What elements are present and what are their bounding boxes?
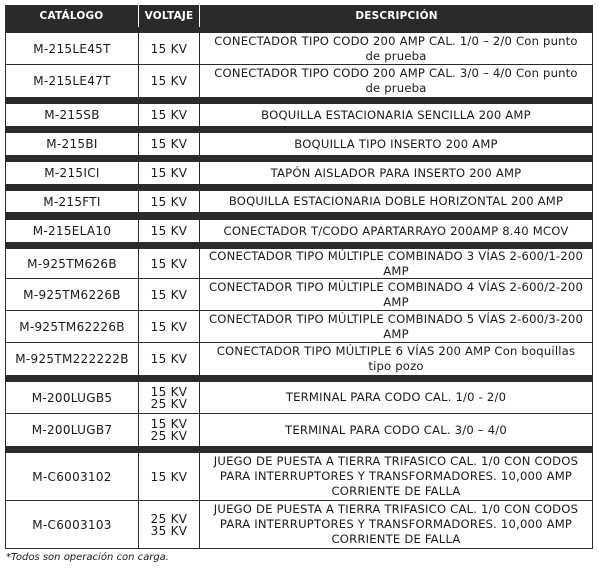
- voltage-cell: [139, 65, 200, 97]
- catalog-cell: M-C6003102: [6, 453, 139, 500]
- catalog-cell: M-925TM62226B: [6, 311, 139, 342]
- voltage-cell: [139, 133, 200, 155]
- voltage-value: 15 KV: [150, 319, 188, 334]
- voltage-value: 15 KV: [150, 352, 188, 366]
- table-header: [5, 5, 593, 27]
- voltage-cell: [139, 104, 200, 126]
- table-row: [5, 65, 593, 97]
- voltage-value: 15 KV: [150, 417, 188, 431]
- row-separator: [5, 97, 593, 104]
- description-cell: BOQUILLA ESTACIONARIA DOBLE HORIZONTAL 200 AMP: [228, 194, 564, 208]
- catalog-cell: M-215ICI: [6, 162, 139, 184]
- footnote: *Todos son operación con carga.: [6, 552, 169, 563]
- voltage-cell: [139, 501, 200, 548]
- header-catalog: CATÁLOGO: [5, 5, 139, 27]
- table-row: [5, 162, 593, 184]
- description-cell: CONECTADOR TIPO CODO 200 AMP CAL. 3/0 – 4/0 Con punto de prueba: [214, 66, 578, 95]
- row-separator: [5, 126, 593, 133]
- voltage-cell: [139, 249, 200, 278]
- description-cell: CONECTADOR TIPO MÚLTIPLE COMBINADO 3 VÍAS 2-600/1-200 AMP: [208, 248, 584, 278]
- description-cell: TERMINAL PARA CODO CAL. 1/0 - 2/0: [285, 390, 507, 404]
- voltage-cell: [139, 414, 200, 446]
- voltage-value: 15 KV: [150, 74, 188, 88]
- voltage-value: 15 KV: [150, 166, 188, 180]
- table-row: [5, 191, 593, 213]
- voltage-value: 15 KV: [150, 469, 188, 484]
- voltage-cell: [139, 191, 200, 212]
- description-cell: BOQUILLA ESTACIONARIA SENCILLA 200 AMP: [261, 107, 531, 122]
- header-description: DESCRIPCIÓN: [355, 10, 438, 22]
- voltage-value: 15 KV: [150, 224, 188, 238]
- voltage-value: 25 KV: [150, 429, 188, 443]
- voltage-value: 25 KV: [150, 511, 188, 526]
- catalog-cell: M-200LUGB7: [6, 414, 139, 446]
- table-row: [5, 104, 593, 126]
- voltage-value: 25 KV: [150, 396, 188, 411]
- voltage-value: 15 KV: [150, 137, 188, 151]
- catalog-cell: M-215SB: [6, 104, 139, 126]
- description-cell: TERMINAL PARA CODO CAL. 3/0 – 4/0: [285, 422, 507, 437]
- voltage-value: 15 KV: [150, 41, 188, 56]
- description-cell: CONECTADOR T/CODO APARTARRAYO 200AMP 8.40 MCOV: [223, 223, 569, 238]
- description-cell: TAPÓN AISLADOR PARA INSERTO 200 AMP: [270, 165, 522, 180]
- voltage-cell: [139, 382, 200, 413]
- voltage-cell: [139, 311, 200, 342]
- table-row: [5, 249, 593, 279]
- voltage-cell: [139, 279, 200, 310]
- voltage-value: 35 KV: [150, 523, 188, 538]
- catalog-cell: M-925TM6226B: [6, 279, 139, 310]
- description-cell: JUEGO DE PUESTA A TIERRA TRIFASICO CAL. 1/0 CON CODOS PARA INTERRUPTORES Y TRANSFORMADORES. 10,000 AMP CORRIENTE DE FALLA: [213, 454, 579, 498]
- description-cell: JUEGO DE PUESTA A TIERRA TRIFASICO CAL. 1/0 CON CODOS PARA INTERRUPTORES Y TRANSFORMADORES. 10,000 AMP CORRIENTE DE FALLA: [213, 502, 579, 546]
- catalog-cell: M-925TM626B: [6, 249, 139, 278]
- voltage-cell: [139, 33, 200, 64]
- catalog-cell: M-C6003103: [6, 501, 139, 548]
- catalog-cell: M-925TM222222B: [6, 343, 139, 375]
- table-row: [5, 220, 593, 242]
- row-separator: [5, 213, 593, 220]
- row-separator: [5, 375, 593, 382]
- description-cell: CONECTADOR TIPO MÚLTIPLE COMBINADO 4 VÍAS 2-600/2-200 AMP: [208, 279, 584, 309]
- voltage-value: 15 KV: [150, 194, 188, 209]
- catalog-cell: M-215BI: [6, 133, 139, 155]
- description-cell: CONECTADOR TIPO MÚLTIPLE COMBINADO 5 VÍAS 2-600/3-200 AMP: [208, 311, 584, 341]
- voltage-value: 15 KV: [150, 256, 188, 271]
- table-row: [5, 382, 593, 414]
- catalog-cell: M-215ELA10: [6, 220, 139, 242]
- row-separator: [5, 155, 593, 162]
- description-cell: CONECTADOR TIPO MÚLTIPLE 6 VÍAS 200 AMP Con boquillas tipo pozo: [216, 344, 576, 373]
- table-row: [5, 311, 593, 343]
- table-row: [5, 414, 593, 446]
- table-row: [5, 279, 593, 311]
- description-cell: BOQUILLA TIPO INSERTO 200 AMP: [294, 136, 498, 151]
- catalog-cell: M-215LE47T: [6, 65, 139, 97]
- table-row: [5, 453, 593, 501]
- catalog-cell: M-215LE45T: [6, 33, 139, 64]
- voltage-cell: [139, 220, 200, 242]
- voltage-cell: [139, 343, 200, 375]
- table-row: [5, 343, 593, 375]
- voltage-cell: [139, 162, 200, 184]
- catalog-cell: M-215FTI: [6, 191, 139, 212]
- table-row: [5, 33, 593, 65]
- voltage-value: 15 KV: [150, 384, 188, 399]
- table-row: [5, 501, 593, 549]
- table-row: [5, 133, 593, 155]
- product-table: [5, 5, 593, 549]
- description-cell: CONECTADOR TIPO CODO 200 AMP CAL. 1/0 – 2/0 Con punto de prueba: [214, 33, 578, 63]
- table-body: [5, 27, 593, 549]
- voltage-cell: [139, 453, 200, 500]
- row-separator: [5, 184, 593, 191]
- header-voltage: VOLTAJE: [139, 5, 200, 27]
- voltage-value: 15 KV: [150, 108, 188, 122]
- catalog-cell: M-200LUGB5: [6, 382, 139, 413]
- voltage-value: 15 KV: [150, 287, 188, 302]
- row-separator: [5, 446, 593, 453]
